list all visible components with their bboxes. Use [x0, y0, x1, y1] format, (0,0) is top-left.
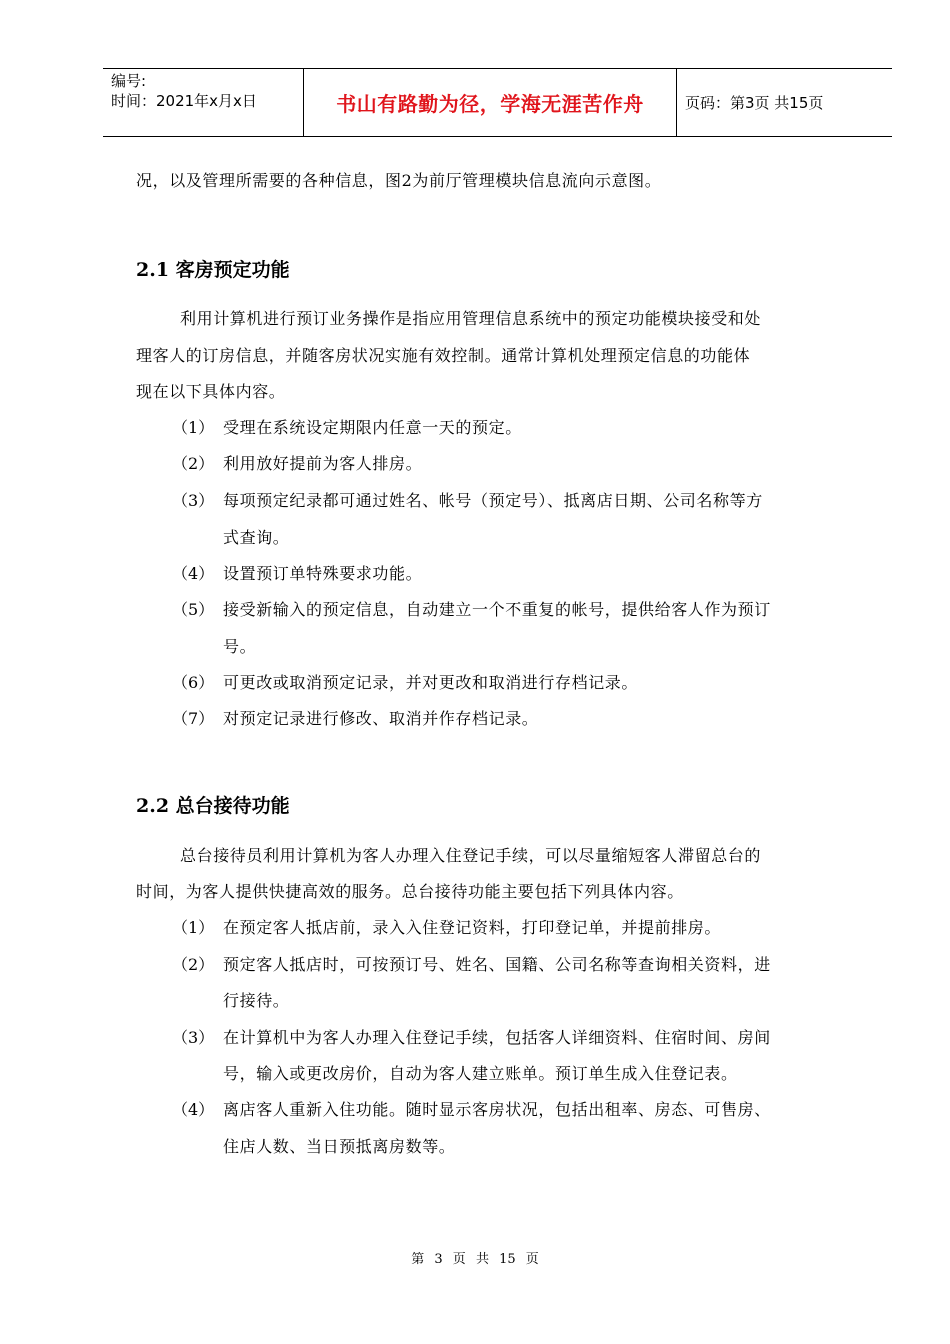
page-header	[103, 68, 892, 137]
section-1-item-text: 号。	[223, 637, 257, 656]
section-2-item-text: 在计算机中为客人办理入住登记手续，包括客人详细资料、住宿时间、房间	[223, 1028, 771, 1047]
section-2-item-text: 行接待。	[223, 991, 290, 1010]
section-2-item-text: 住店人数、当日预抵离房数等。	[223, 1137, 456, 1156]
footer-page-number: 3	[434, 1252, 443, 1267]
section-2-item-text: 在预定客人抵店前，录入入住登记资料，打印登记单，并提前排房。	[223, 918, 722, 937]
section-1-item-text: 式查询。	[223, 528, 290, 547]
section-1-item-text: 接受新输入的预定信息，自动建立一个不重复的帐号，提供给客人作为预订	[223, 600, 771, 619]
section-1-item-text: 每项预定纪录都可通过姓名、帐号（预定号）、抵离店日期、公司名称等方	[223, 491, 763, 510]
section-1-item-text: 可更改或取消预定记录，并对更改和取消进行存档记录。	[223, 673, 639, 692]
header-motto: 书山有路勤为径，学海无涯苦作舟	[303, 69, 677, 136]
section-2-item-text: 预定客人抵店时，可按预订号、姓名、国籍、公司名称等查询相关资料，进	[223, 955, 771, 974]
intro-line: 况，以及管理所需要的各种信息，图2为前厅管理模块信息流向示意图。	[136, 171, 662, 190]
section-1-title: 2.1 客房预定功能	[136, 259, 290, 281]
section-2-para-line: 时间，为客人提供快捷高效的服务。总台接待功能主要包括下列具体内容。	[136, 882, 684, 901]
section-2-item-number: （4）	[172, 1100, 215, 1119]
section-2-item-number: （1）	[172, 918, 215, 937]
section-1-item-number: （6）	[172, 673, 215, 692]
section-2-item-text: 离店客人重新入住功能。随时显示客房状况，包括出租率、房态、可售房、	[223, 1100, 771, 1119]
section-1-item-number: （4）	[172, 564, 215, 583]
section-1-item-text: 受理在系统设定期限内任意一天的预定。	[223, 418, 522, 437]
footer-ye: 页	[525, 1252, 539, 1267]
section-2-title: 2.2 总台接待功能	[136, 795, 290, 817]
section-1-item-number: （3）	[172, 491, 215, 510]
section-1-item-number: （7）	[172, 709, 215, 728]
section-1-para-line: 理客人的订房信息，并随客房状况实施有效控制。通常计算机处理预定信息的功能体	[136, 346, 751, 365]
section-1-para-line: 现在以下具体内容。	[136, 382, 286, 401]
footer-gong: 共	[475, 1252, 489, 1267]
section-2-para-line: 总台接待员利用计算机为客人办理入住登记手续，可以尽量缩短客人滞留总台的	[180, 846, 762, 865]
section-2-item-text: 号，输入或更改房价，自动为客人建立账单。预订单生成入住登记表。	[223, 1064, 738, 1083]
section-2-item-number: （2）	[172, 955, 215, 974]
page-footer	[0, 1248, 950, 1267]
section-1-item-text: 设置预订单特殊要求功能。	[223, 564, 423, 583]
section-2-item-number: （3）	[172, 1028, 215, 1047]
section-1-para-line: 利用计算机进行预订业务操作是指应用管理信息系统中的预定功能模块接受和处	[180, 309, 762, 328]
header-number-label: 编号:	[111, 72, 147, 90]
footer-di: 第	[411, 1252, 425, 1267]
section-1-item-number: （1）	[172, 418, 215, 437]
section-1-item-text: 对预定记录进行修改、取消并作存档记录。	[223, 709, 539, 728]
section-1-item-number: （2）	[172, 454, 215, 473]
header-left-cell	[103, 69, 303, 136]
section-1-item-number: （5）	[172, 600, 215, 619]
header-page-info: 页码：第3页 共15页	[685, 94, 824, 112]
section-1-item-text: 利用放好提前为客人排房。	[223, 454, 423, 473]
header-time-label: 时间：2021年x月x日	[111, 92, 257, 110]
footer-ye: 页	[452, 1252, 466, 1267]
footer-total-pages: 15	[499, 1252, 516, 1267]
